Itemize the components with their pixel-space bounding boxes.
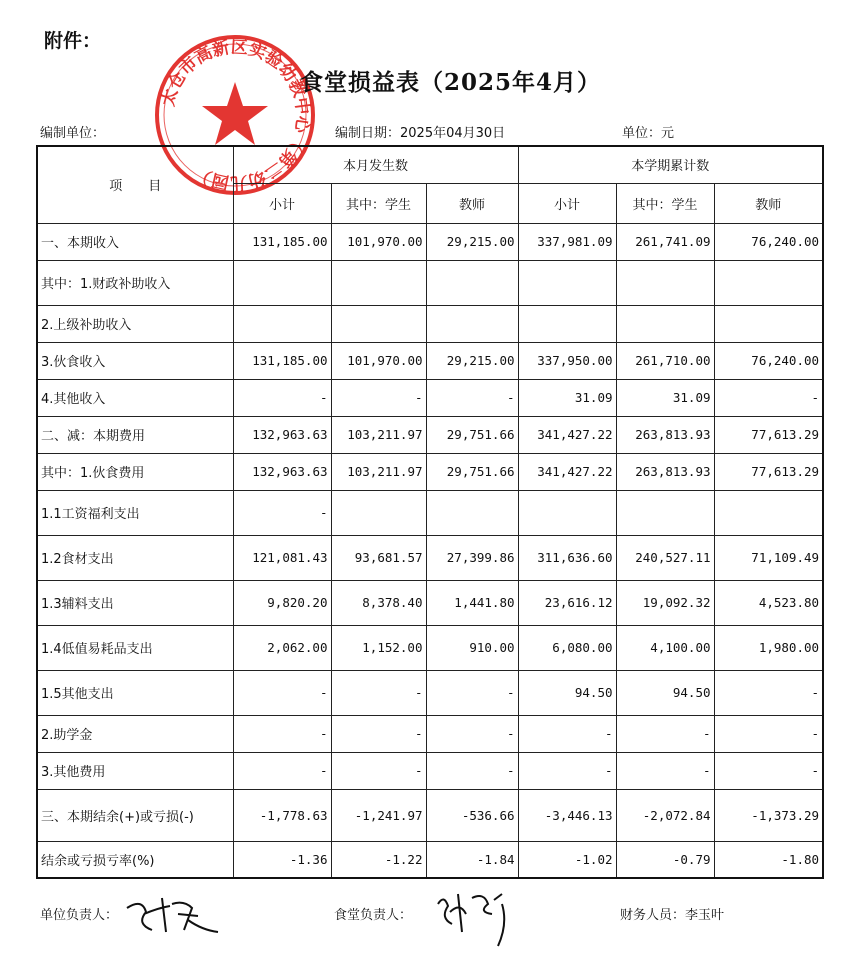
unit-label: 编制单位： [40,126,106,141]
table-cell [426,490,518,535]
table-cell: - [616,715,714,752]
leader-label: 单位负责人： [40,908,119,923]
table-cell: - [714,670,823,715]
table-cell: 101,970.00 [331,223,426,260]
table-cell: 263,813.93 [616,453,714,490]
row-label: 1.1工资福利支出 [37,490,233,535]
row-label: 3.其他费用 [37,752,233,789]
row-label: 1.4低值易耗品支出 [37,625,233,670]
table-cell: - [518,752,616,789]
table-cell [714,490,823,535]
table-cell: - [233,490,331,535]
canteen-signature [432,884,522,954]
table-cell: -1.84 [426,841,518,878]
table-cell [331,490,426,535]
table-cell: 263,813.93 [616,416,714,453]
table-cell: 31.09 [518,379,616,416]
table-cell: 8,378.40 [331,580,426,625]
table-cell: -0.79 [616,841,714,878]
page-title: 食堂损益表（2025年4月） [300,69,602,96]
group-header-term: 本学期累计数 [518,146,823,183]
table-cell: 311,636.60 [518,535,616,580]
table-cell: 6,080.00 [518,625,616,670]
table-cell: 31.09 [616,379,714,416]
table-cell: - [426,379,518,416]
table-cell: - [714,752,823,789]
attachment-label: 附件： [44,30,102,52]
table-row [37,752,823,789]
table-cell: 77,613.29 [714,453,823,490]
table-row [37,490,823,535]
table-cell: 76,240.00 [714,342,823,379]
seal-star-icon [202,82,268,145]
currency-label: 单位：元 [622,126,675,141]
table-row [37,580,823,625]
table-cell [426,305,518,342]
table-row [37,305,823,342]
sub-header: 教师 [426,183,518,223]
table-cell: 240,527.11 [616,535,714,580]
table-cell: 131,185.00 [233,342,331,379]
table-cell: 93,681.57 [331,535,426,580]
table-cell [233,260,331,305]
table-cell: 77,613.29 [714,416,823,453]
table-cell: 27,399.86 [426,535,518,580]
row-label: 2.上级补助收入 [37,305,233,342]
table-cell: -1.22 [331,841,426,878]
table-cell: 103,211.97 [331,453,426,490]
table-cell: 1,152.00 [331,625,426,670]
profit-loss-table [36,145,824,879]
row-label: 结余或亏损亏率(%) [37,841,233,878]
table-cell [331,305,426,342]
table-cell: 29,215.00 [426,342,518,379]
table-cell: - [233,752,331,789]
table-cell: -1,778.63 [233,789,331,841]
row-label: 1.3辅料支出 [37,580,233,625]
row-label: 2.助学金 [37,715,233,752]
sub-header: 其中：学生 [331,183,426,223]
row-label: 3.伙食收入 [37,342,233,379]
table-cell: 341,427.22 [518,416,616,453]
row-label: 1.5其他支出 [37,670,233,715]
table-cell: - [426,752,518,789]
table-row [37,670,823,715]
table-cell: 4,523.80 [714,580,823,625]
sub-header: 教师 [714,183,823,223]
table-cell: 101,970.00 [331,342,426,379]
table-cell: 132,963.63 [233,416,331,453]
table-cell: 4,100.00 [616,625,714,670]
table-cell: - [331,379,426,416]
table-cell: - [233,715,331,752]
table-cell [518,260,616,305]
table-cell [233,305,331,342]
table-cell: -3,446.13 [518,789,616,841]
table-cell: - [331,670,426,715]
canteen-label: 食堂负责人： [334,908,413,923]
table-cell: -1.80 [714,841,823,878]
table-cell: - [233,670,331,715]
table-cell: -1,241.97 [331,789,426,841]
row-label: 1.2食材支出 [37,535,233,580]
table-cell: -536.66 [426,789,518,841]
table-cell: 9,820.20 [233,580,331,625]
table-cell: 94.50 [616,670,714,715]
table-cell [331,260,426,305]
table-row [37,715,823,752]
table-row [37,379,823,416]
row-label: 其中：1.财政补助收入 [37,260,233,305]
table-cell: 76,240.00 [714,223,823,260]
table-cell: 337,981.09 [518,223,616,260]
table-cell: - [331,715,426,752]
table-row [37,841,823,878]
finance-label: 财务人员：李玉叶 [620,908,725,923]
table-cell: -1.36 [233,841,331,878]
table-cell: 29,215.00 [426,223,518,260]
table-cell [518,305,616,342]
svg-text:太仓市高新区实验幼教中心（第二幼儿园）: 太仓市高新区实验幼教中心（第二幼儿园） [158,37,313,193]
table-cell: 261,710.00 [616,342,714,379]
table-cell: - [331,752,426,789]
table-cell: 341,427.22 [518,453,616,490]
row-label: 其中：1.伙食费用 [37,453,233,490]
table-cell: - [233,379,331,416]
table-cell: 71,109.49 [714,535,823,580]
sub-header: 小计 [518,183,616,223]
sub-header: 小计 [233,183,331,223]
item-header: 项 目 [37,146,233,223]
table-cell: 94.50 [518,670,616,715]
table-cell [616,305,714,342]
table-cell: -2,072.84 [616,789,714,841]
table-cell [714,305,823,342]
table-cell: 19,092.32 [616,580,714,625]
table-cell: 2,062.00 [233,625,331,670]
table-row [37,260,823,305]
group-header-month: 本月发生数 [233,146,518,183]
leader-signature [122,890,222,940]
row-label: 二、减：本期费用 [37,416,233,453]
table-cell: 1,441.80 [426,580,518,625]
table-cell [616,260,714,305]
table-cell: - [426,715,518,752]
table-cell: 29,751.66 [426,453,518,490]
table-cell: - [518,715,616,752]
table-cell: 261,741.09 [616,223,714,260]
row-label: 三、本期结余(+)或亏损(-) [37,789,233,841]
table-cell [714,260,823,305]
table-cell [518,490,616,535]
table-cell: 131,185.00 [233,223,331,260]
table-cell: 1,980.00 [714,625,823,670]
table-cell: - [714,379,823,416]
table-row [37,625,823,670]
table-cell: 121,081.43 [233,535,331,580]
row-label: 一、本期收入 [37,223,233,260]
table-cell: 337,950.00 [518,342,616,379]
table-row [37,223,823,260]
table-cell: 103,211.97 [331,416,426,453]
table-cell: - [426,670,518,715]
table-cell: -1.02 [518,841,616,878]
table-cell: - [714,715,823,752]
table-row [37,789,823,841]
sub-header: 其中：学生 [616,183,714,223]
table-cell: - [616,752,714,789]
date-label: 编制日期：2025年04月30日 [335,126,506,141]
table-row [37,453,823,490]
table-cell: -1,373.29 [714,789,823,841]
table-cell: 910.00 [426,625,518,670]
table-cell: 29,751.66 [426,416,518,453]
table-cell: 132,963.63 [233,453,331,490]
table-cell [426,260,518,305]
table-cell [616,490,714,535]
table-row [37,342,823,379]
row-label: 4.其他收入 [37,379,233,416]
table-row [37,416,823,453]
table-cell: 23,616.12 [518,580,616,625]
table-row [37,535,823,580]
